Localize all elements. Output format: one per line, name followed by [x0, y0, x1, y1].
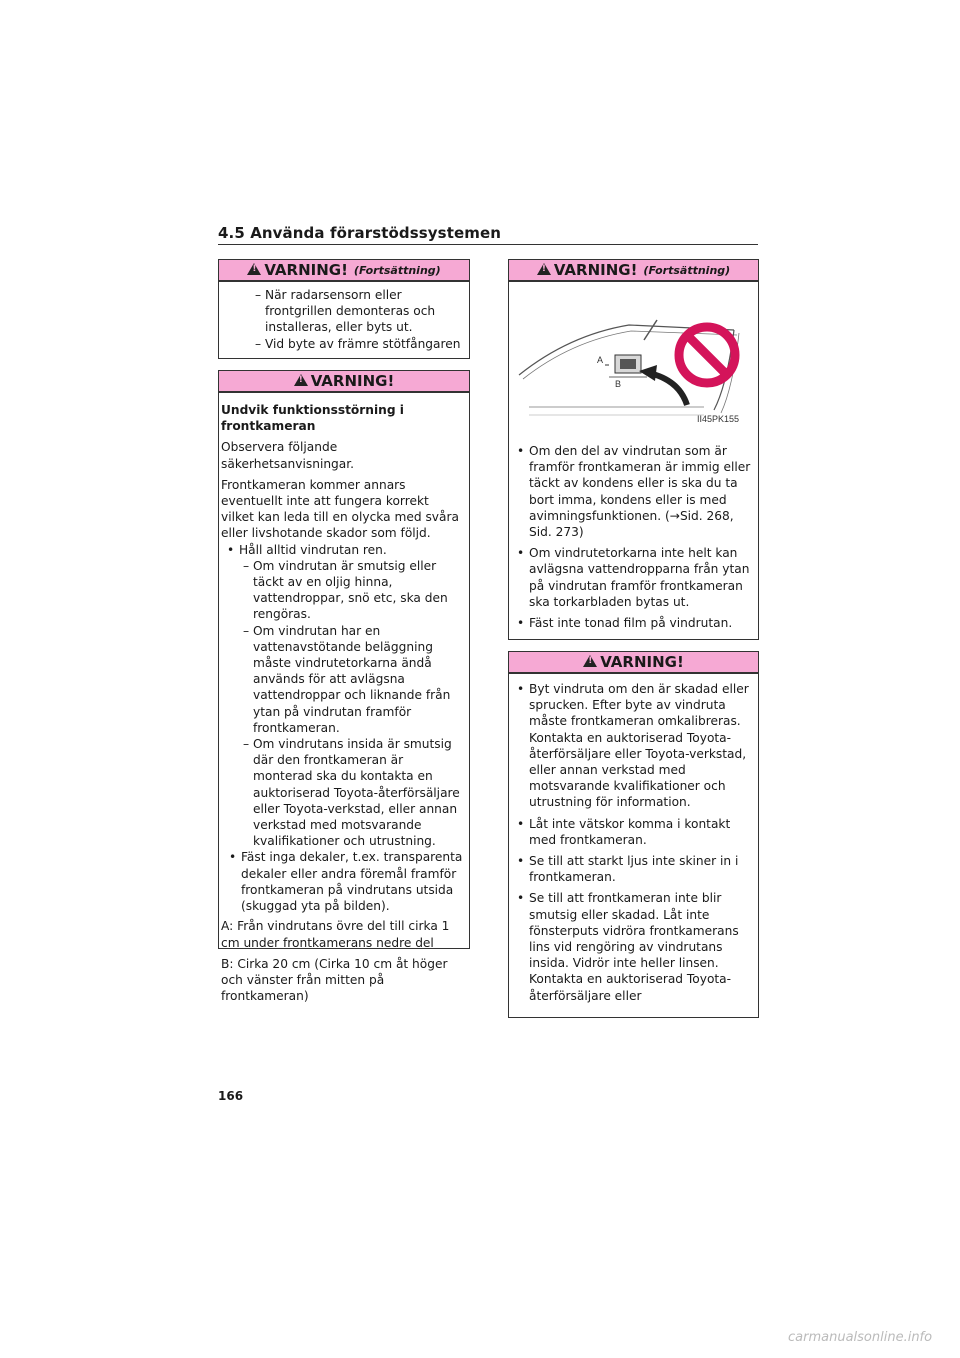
- warning-icon: [583, 655, 597, 667]
- warning-heading: Undvik funktionsstörning i frontkameran: [221, 403, 404, 434]
- figure-label-a: A: [597, 355, 604, 365]
- warning-box-front-camera: [218, 370, 470, 1004]
- continued-label: (Fortsättning): [353, 263, 441, 277]
- warning-box-camera-care: [508, 651, 759, 1018]
- dash-item: – Om vindrutan är smutsig eller täckt av en oljig hinna, vattendroppar, snö etc, ska den rengöras.: [243, 558, 448, 622]
- warning-header: [219, 371, 469, 393]
- note-a: A: Från vindrutans övre del till cirka 1 cm under frontkamerans nedre del: [221, 919, 450, 950]
- page-number: 166: [218, 1089, 244, 1103]
- warning-title: VARNING!: [600, 653, 684, 671]
- bullet-item: • Se till att frontkameran inte blir smutsig eller skadad. Låt inte fönsterputs vidröra frontkamerans lins vid rengöring av vindrutans insida. Vidrör inte heller linsen. Kontakta en auktoriserad Toyota-återförsäljare eller: [517, 891, 739, 1003]
- warning-box-continued-right: [508, 259, 759, 640]
- warning-title: VARNING!: [264, 261, 348, 279]
- windshield-illustration: [509, 285, 758, 435]
- paragraph: Frontkameran kommer annars eventuellt inte att fungera korrekt vilket kan leda till en olycka med svåra eller livshotande skador som följd.: [221, 477, 459, 541]
- bullet-item: • Se till att starkt ljus inte skiner in i frontkameran.: [517, 854, 739, 885]
- warning-icon: [537, 263, 551, 275]
- bullet-item: • Byt vindruta om den är skadad eller sprucken. Efter byte av vindruta måste frontkameran omkalibreras. Kontakta en auktoriserad Toyota-återförsäljare eller Toyota-verkstad, eller annan verkstad med motsvarande kvalifikationer och utrustning för information.: [517, 682, 749, 810]
- figure-label-b: B: [615, 379, 622, 389]
- dash-item: – Om vindrutans insida är smutsig där den frontkameran är monterad ska du kontakta en auktoriserad Toyota-återförsäljare eller Toyota-verkstad, eller annan verkstad med motsvarande kvalifikationer och utrustning.: [243, 737, 460, 849]
- warning-title: VARNING!: [553, 261, 638, 279]
- warning-header: [509, 652, 758, 674]
- bullet-item: • Håll alltid vindrutan ren.: [227, 542, 387, 557]
- dash-item: – Om vindrutan har en vattenavstötande beläggning måste vindrutetorkarna ändå används för att avlägsna vattendroppar och liknande från ytan på vindrutan framför frontkameran.: [243, 623, 451, 735]
- warning-title: VARNING!: [310, 372, 395, 390]
- watermark: carmanualsonline.info: [788, 1330, 933, 1345]
- warning-box-continued-left: [218, 259, 470, 359]
- warning-icon: [294, 374, 308, 386]
- bullet-item: • Om vindrutetorkarna inte helt kan avlägsna vattendropparna från ytan på vindrutan framför frontkameran ska torkarbladen bytas ut.: [517, 546, 750, 609]
- section-title: 4.5 Använda förarstödssystemen: [218, 224, 502, 242]
- bullet-item: • Fäst inga dekaler, t.ex. transparenta dekaler eller andra föremål framför frontkameran på vindrutans utsida (skuggad yta på bilden).: [229, 850, 463, 914]
- note-b: B: Cirka 20 cm (Cirka 10 cm åt höger och vänster från mitten på frontkameran): [221, 956, 448, 1004]
- dash-item: – Vid byte av främre stötfångaren: [255, 336, 461, 351]
- figure-code: II45PK155: [697, 414, 740, 424]
- prohibit-icon: [679, 327, 735, 383]
- warning-icon: [247, 263, 261, 275]
- windshield-camera-figure: [509, 285, 758, 435]
- dash-item: – När radarsensorn eller frontgrillen demonteras och installeras, eller byts ut.: [255, 288, 436, 335]
- section-rule: [218, 244, 758, 245]
- warning-header: [509, 260, 758, 282]
- paragraph: Observera följande säkerhetsanvisningar.: [221, 440, 355, 471]
- continued-label: (Fortsättning): [643, 263, 731, 277]
- bullet-item: • Låt inte vätskor komma i kontakt med frontkameran.: [517, 816, 731, 847]
- bullet-item: • Om den del av vindrutan som är framför frontkameran är immig eller täckt av kondens eller is ska du ta bort imma, kondens eller is med avimningsfunktionen. (→Sid. 268, Sid. 273): [517, 444, 751, 540]
- warning-header: [219, 260, 469, 282]
- bullet-item: • Fäst inte tonad film på vindrutan.: [517, 616, 733, 631]
